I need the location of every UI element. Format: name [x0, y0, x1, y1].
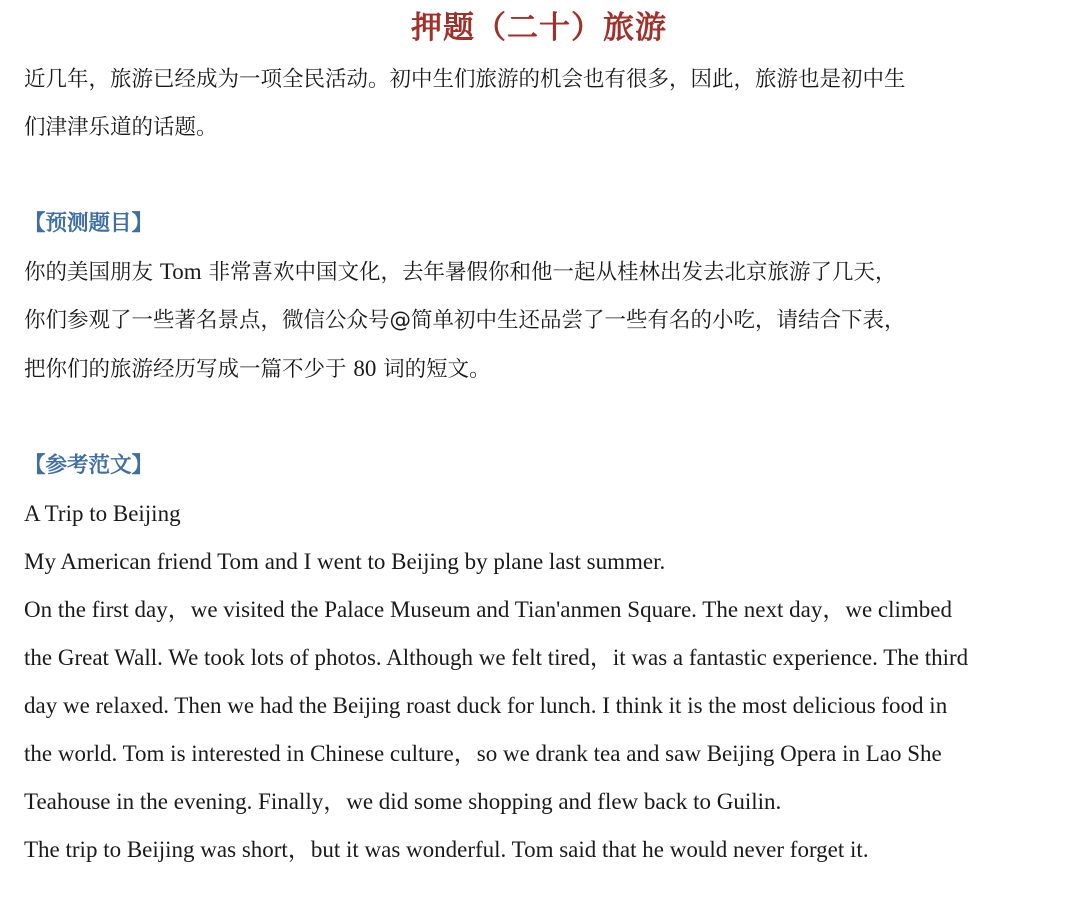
essay-line: Teahouse in the evening. Finally，we did some shopping and flew back to Guilin.: [24, 789, 782, 814]
intro-line-1: 近几年，旅游已经成为一项全民活动。初中生们旅游的机会也有很多，因此，旅游也是初中生: [24, 67, 906, 92]
prompt-line-1: [24, 248, 1054, 297]
document-page: [24, 0, 1054, 874]
essay-line: the world. Tom is interested in Chinese culture，so we drank tea and saw Beijing Opera in Lao She: [24, 741, 942, 766]
prompt-line-3: [24, 345, 1054, 394]
prompt-word-count: 80: [353, 356, 377, 381]
prompt-line-2: 你们参观了一些著名景点，微信公众号@简单初中生还品尝了一些有名的小吃，请结合下表，: [24, 308, 906, 333]
essay-line: day we relaxed. Then we had the Beijing roast duck for lunch. I think it is the most delicious food in: [24, 693, 948, 718]
page-title: 押题（二十）旅游: [411, 10, 667, 46]
essay-title: A Trip to Beijing: [24, 501, 181, 526]
prediction-heading: 【预测题目】: [24, 211, 154, 236]
intro-line-2: 们津津乐道的话题。: [24, 115, 218, 140]
spacer: [24, 152, 1054, 200]
sample-heading: 【参考范文】: [24, 453, 154, 478]
essay-line: My American friend Tom and I went to Beijing by plane last summer.: [24, 549, 666, 574]
prompt-text: 词的短文。: [376, 357, 491, 382]
prompt-text: 你的美国朋友: [24, 260, 160, 285]
spacer: [24, 394, 1054, 442]
prompt-name: Tom: [159, 259, 202, 284]
prompt-text: 非常喜欢中国文化，去年暑假你和他一起从桂林出发去北京旅游了几天，: [201, 260, 897, 285]
essay-line: the Great Wall. We took lots of photos. Although we felt tired，it was a fantastic experience. The third: [24, 645, 969, 670]
essay-line: On the first day，we visited the Palace Museum and Tian'anmen Square. The next day，we climbed: [24, 597, 952, 622]
essay-line: The trip to Beijing was short，but it was wonderful. Tom said that he would never forget it.: [24, 837, 869, 862]
prompt-text: 把你们的旅游经历写成一篇不少于: [24, 357, 354, 382]
